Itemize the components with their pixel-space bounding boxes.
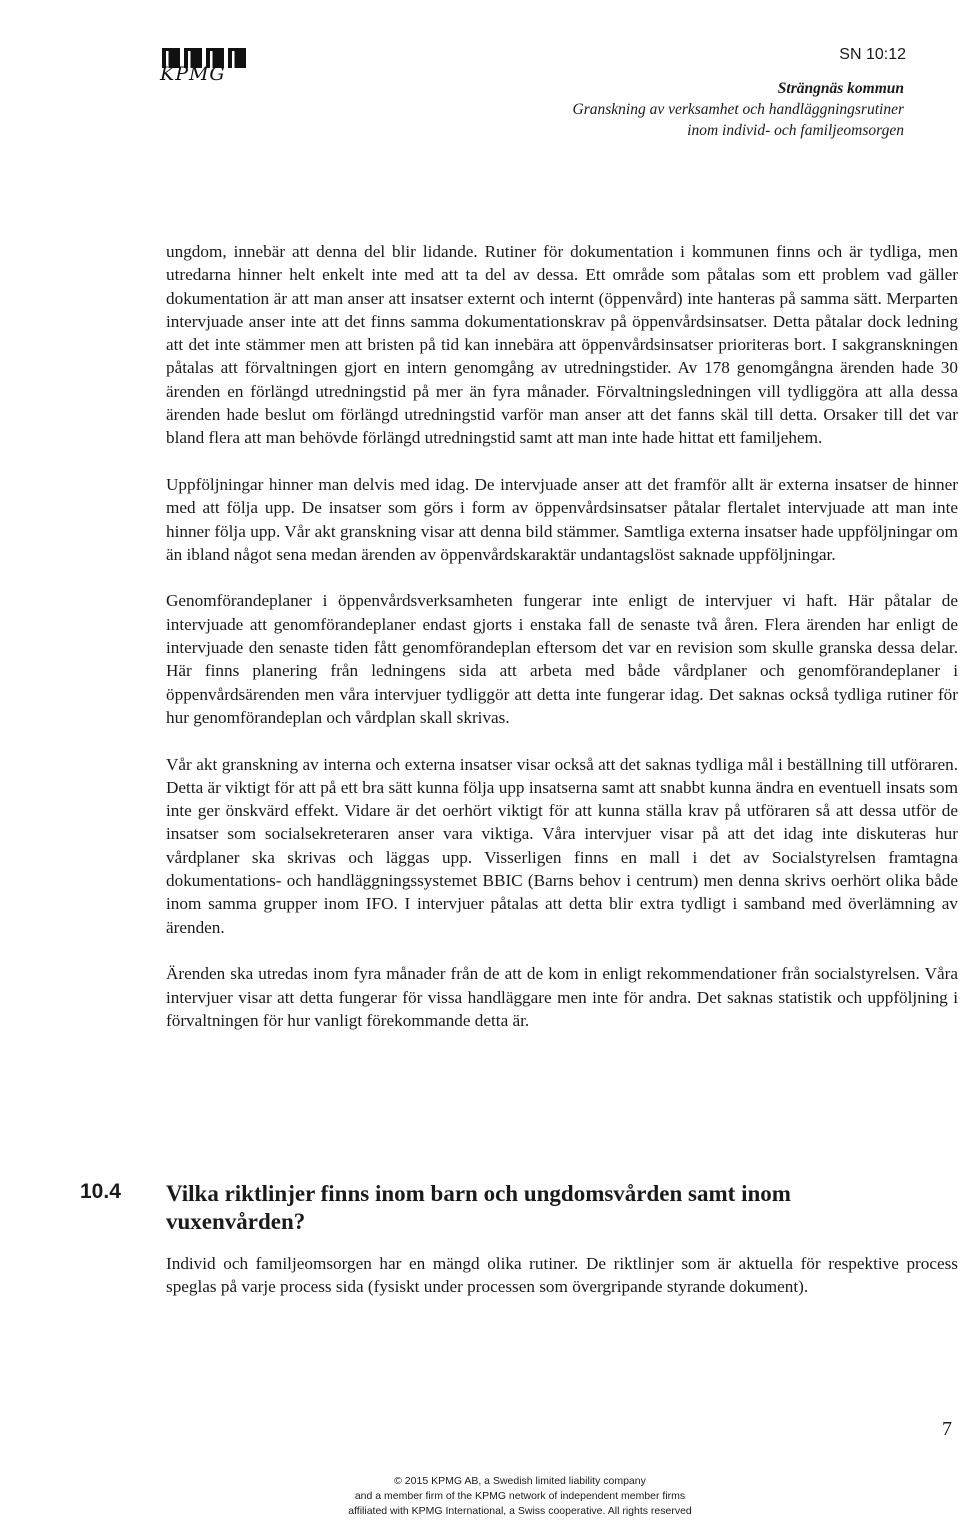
section-paragraph: Individ och familjeomsorgen har en mängd olika rutiner. De riktlinjer som är aktuella för respektive process speglas på varje process sida (fysiskt under processen som övergripande styrande dokument). [166, 1254, 958, 1297]
footer-line-1: © 2015 KPMG AB, a Swedish limited liability company [394, 1475, 646, 1487]
report-title-line-2: inom individ- och familjeomsorgen [687, 122, 904, 139]
section-number: 10.4 [80, 1180, 121, 1203]
paragraph-1: ungdom, innebär att denna del blir lidande. Rutiner för dokumentation i kommunen finns och är tydliga, men utredarna hinner helt enkelt inte med att ta del av dessa. Ett område som påtalas som ett problem vad gäller dokumentation är att man anser att insatser externt och internt (öppenvård) inte hanteras på samma sätt. Merparten intervjuade anser inte att det finns samma dokumentationskrav på öppenvårdsinsatser. Detta påtalar dock ledning att det inte stämmer men att bristen på tid kan innebära att öppenvårdsinsatser prioriteras bort. I sakgranskningen påtalas att förvaltningen gjort en intern genomgång av utredningstider. Av 178 genomgångna ärenden hade 30 ärenden en förlängd utredningstid på mer än fyra månader. Förvaltningsledningen vill tydliggöra att alla dessa ärenden hade beslut om förlängd utredningstid varför man anser att det fanns skäl till detta. Orsaker till det var bland flera att man behövde förlängd utredningstid samt att man inte hade hittat ett familjehem. [166, 242, 958, 448]
body-text [166, 240, 958, 1055]
footer-line-2: and a member firm of the KPMG network of independent member firms [354, 1490, 686, 1502]
logo-text [158, 48, 250, 82]
paragraph-5: Ärenden ska utredas inom fyra månader från de att de kom in enligt rekommendationer från socialstyrelsen. Våra intervjuer visar att detta fungerar för vissa handläggare men inte för andra. Det saknas statistik och uppföljning i förvaltningen för hur vanligt förekommande detta är. [166, 964, 958, 1030]
report-header [573, 78, 905, 141]
page-number: 7 [942, 1418, 952, 1440]
paragraph-4: Vår akt granskning av interna och externa insatser visar också att det saknas tydliga mål i beställning till utföraren. Detta är viktigt för att på ett bra sätt kunna följa upp insatserna samt att snabbt kunna ändra en eventuell insats som inte ger önskvärd effekt. Vidare är det oerhört viktigt för att kunna ställa krav på utföraren så att dessa utför de insatser som socialsekreteraren anser vara viktiga. Våra intervjuer visar på att det idag inte diskuteras hur vårdplaner ska skrivas och läggas upp. Visserligen finns en mall i det av Socialstyrelsen framtagna dokumentations- och handläggningssystemet BBIC (Barns behov i centrum) men denna skrivs oerhört olika både inom samma grupper inom IFO. I intervjuer påtalas att detta blir extra tydligt i samband med överlämning av ärenden. [166, 754, 958, 937]
footer [320, 1474, 720, 1519]
paragraph-2: Uppföljningar hinner man delvis med idag. De intervjuade anser att det framför allt är externa insatser de hinner med att följa upp. De insatser som görs i form av öppenvårdsinsatser påtalar flertalet intervjuade att man inte hinner följa upp. Vår akt granskning visar att denna bild stämmer. Samtliga externa insatser hade uppföljningar om än ibland något sena medan ärenden av öppenvårdskaraktär undantagslöst saknade uppföljningar. [166, 474, 958, 564]
report-title-line-1: Granskning av verksamhet och handläggningsrutiner [572, 101, 904, 118]
document-code: SN 10:12 [839, 46, 906, 63]
footer-line-3: affiliated with KPMG International, a Swiss cooperative. All rights reserved [348, 1505, 692, 1517]
organization-name: Strängnäs kommun [777, 80, 904, 97]
section-heading: Vilka riktlinjer finns inom barn och ungdomsvården samt inom vuxenvården? [166, 1181, 791, 1234]
paragraph-3: Genomförandeplaner i öppenvårdsverksamheten fungerar inte enligt de intervjuer vi haft. Här påtalar de intervjuade att genomförandeplaner endast gjorts i enstaka fall de senaste två åren. Flera ärenden har enligt de intervjuade den senaste tiden fått genomförandeplan eftersom det var en revision som skulle granska dessa delar. Här finns planering från ledningens sida att arbeta med både vårdplaner och genomförandeplaner i öppenvårdsärenden men våra intervjuer tydliggör att detta inte fungerar idag. Det saknas också tydliga rutiner för hur genomförandeplan och vårdplan skall skrivas. [166, 591, 958, 727]
svg-text:KPMG: KPMG [160, 63, 226, 82]
